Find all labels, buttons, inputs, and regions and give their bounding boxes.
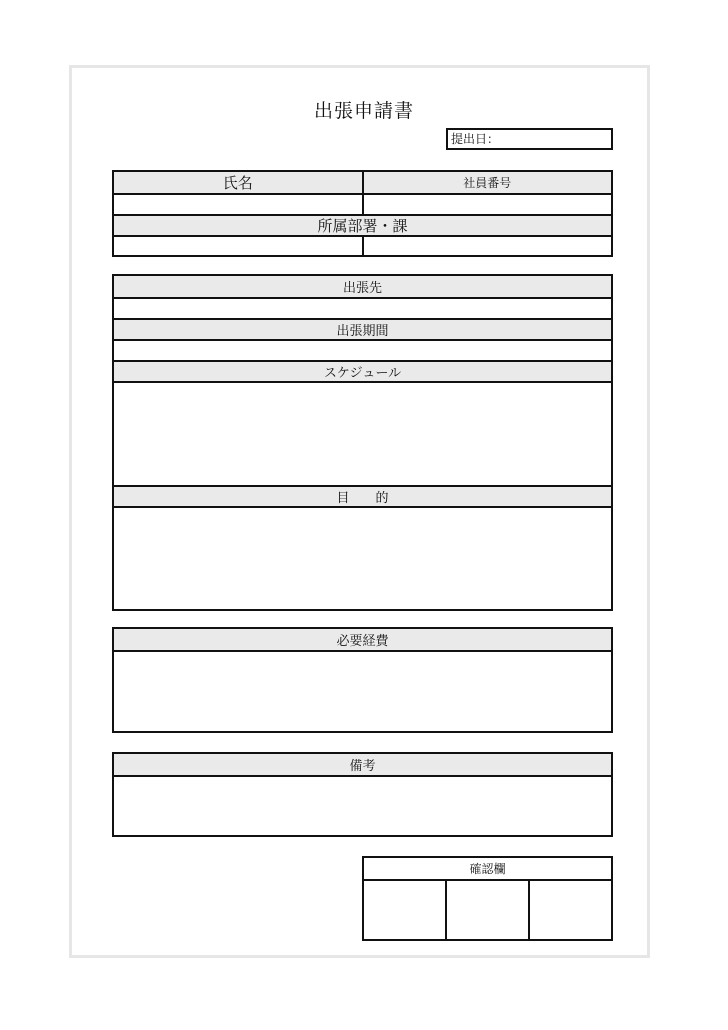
department-field[interactable] <box>114 237 362 255</box>
trip-table <box>112 274 613 611</box>
department-header: 所属部署・課 <box>114 216 611 235</box>
employee-no-field[interactable] <box>362 195 612 214</box>
remarks-header: 備考 <box>114 754 611 775</box>
name-field[interactable] <box>114 195 362 214</box>
destination-field[interactable] <box>114 299 611 318</box>
schedule-field[interactable] <box>114 383 611 485</box>
employee-no-header: 社員番号 <box>362 172 612 193</box>
expenses-field[interactable] <box>114 652 611 731</box>
approval-header: 確認欄 <box>469 862 506 876</box>
purpose-field[interactable] <box>114 508 611 609</box>
destination-header: 出張先 <box>114 276 611 297</box>
approval-stamp-box[interactable] <box>364 881 445 939</box>
name-header: 氏名 <box>114 172 362 193</box>
submit-date-field[interactable] <box>446 128 613 150</box>
period-header: 出張期間 <box>114 320 611 339</box>
period-field[interactable] <box>114 341 611 360</box>
form-title: 出張申請書 <box>313 100 414 122</box>
submit-date-label: 提出日： <box>451 132 500 146</box>
expenses-table <box>112 627 613 733</box>
purpose-header: 目 的 <box>114 487 611 506</box>
expenses-header: 必要経費 <box>114 629 611 650</box>
approval-stamp-box[interactable] <box>528 881 611 939</box>
schedule-header: スケジュール <box>114 362 611 381</box>
section-field[interactable] <box>362 237 612 255</box>
remarks-field[interactable] <box>114 777 611 835</box>
approval-table <box>362 856 613 941</box>
approval-stamp-box[interactable] <box>445 881 528 939</box>
applicant-table <box>112 170 613 257</box>
remarks-table <box>112 752 613 837</box>
